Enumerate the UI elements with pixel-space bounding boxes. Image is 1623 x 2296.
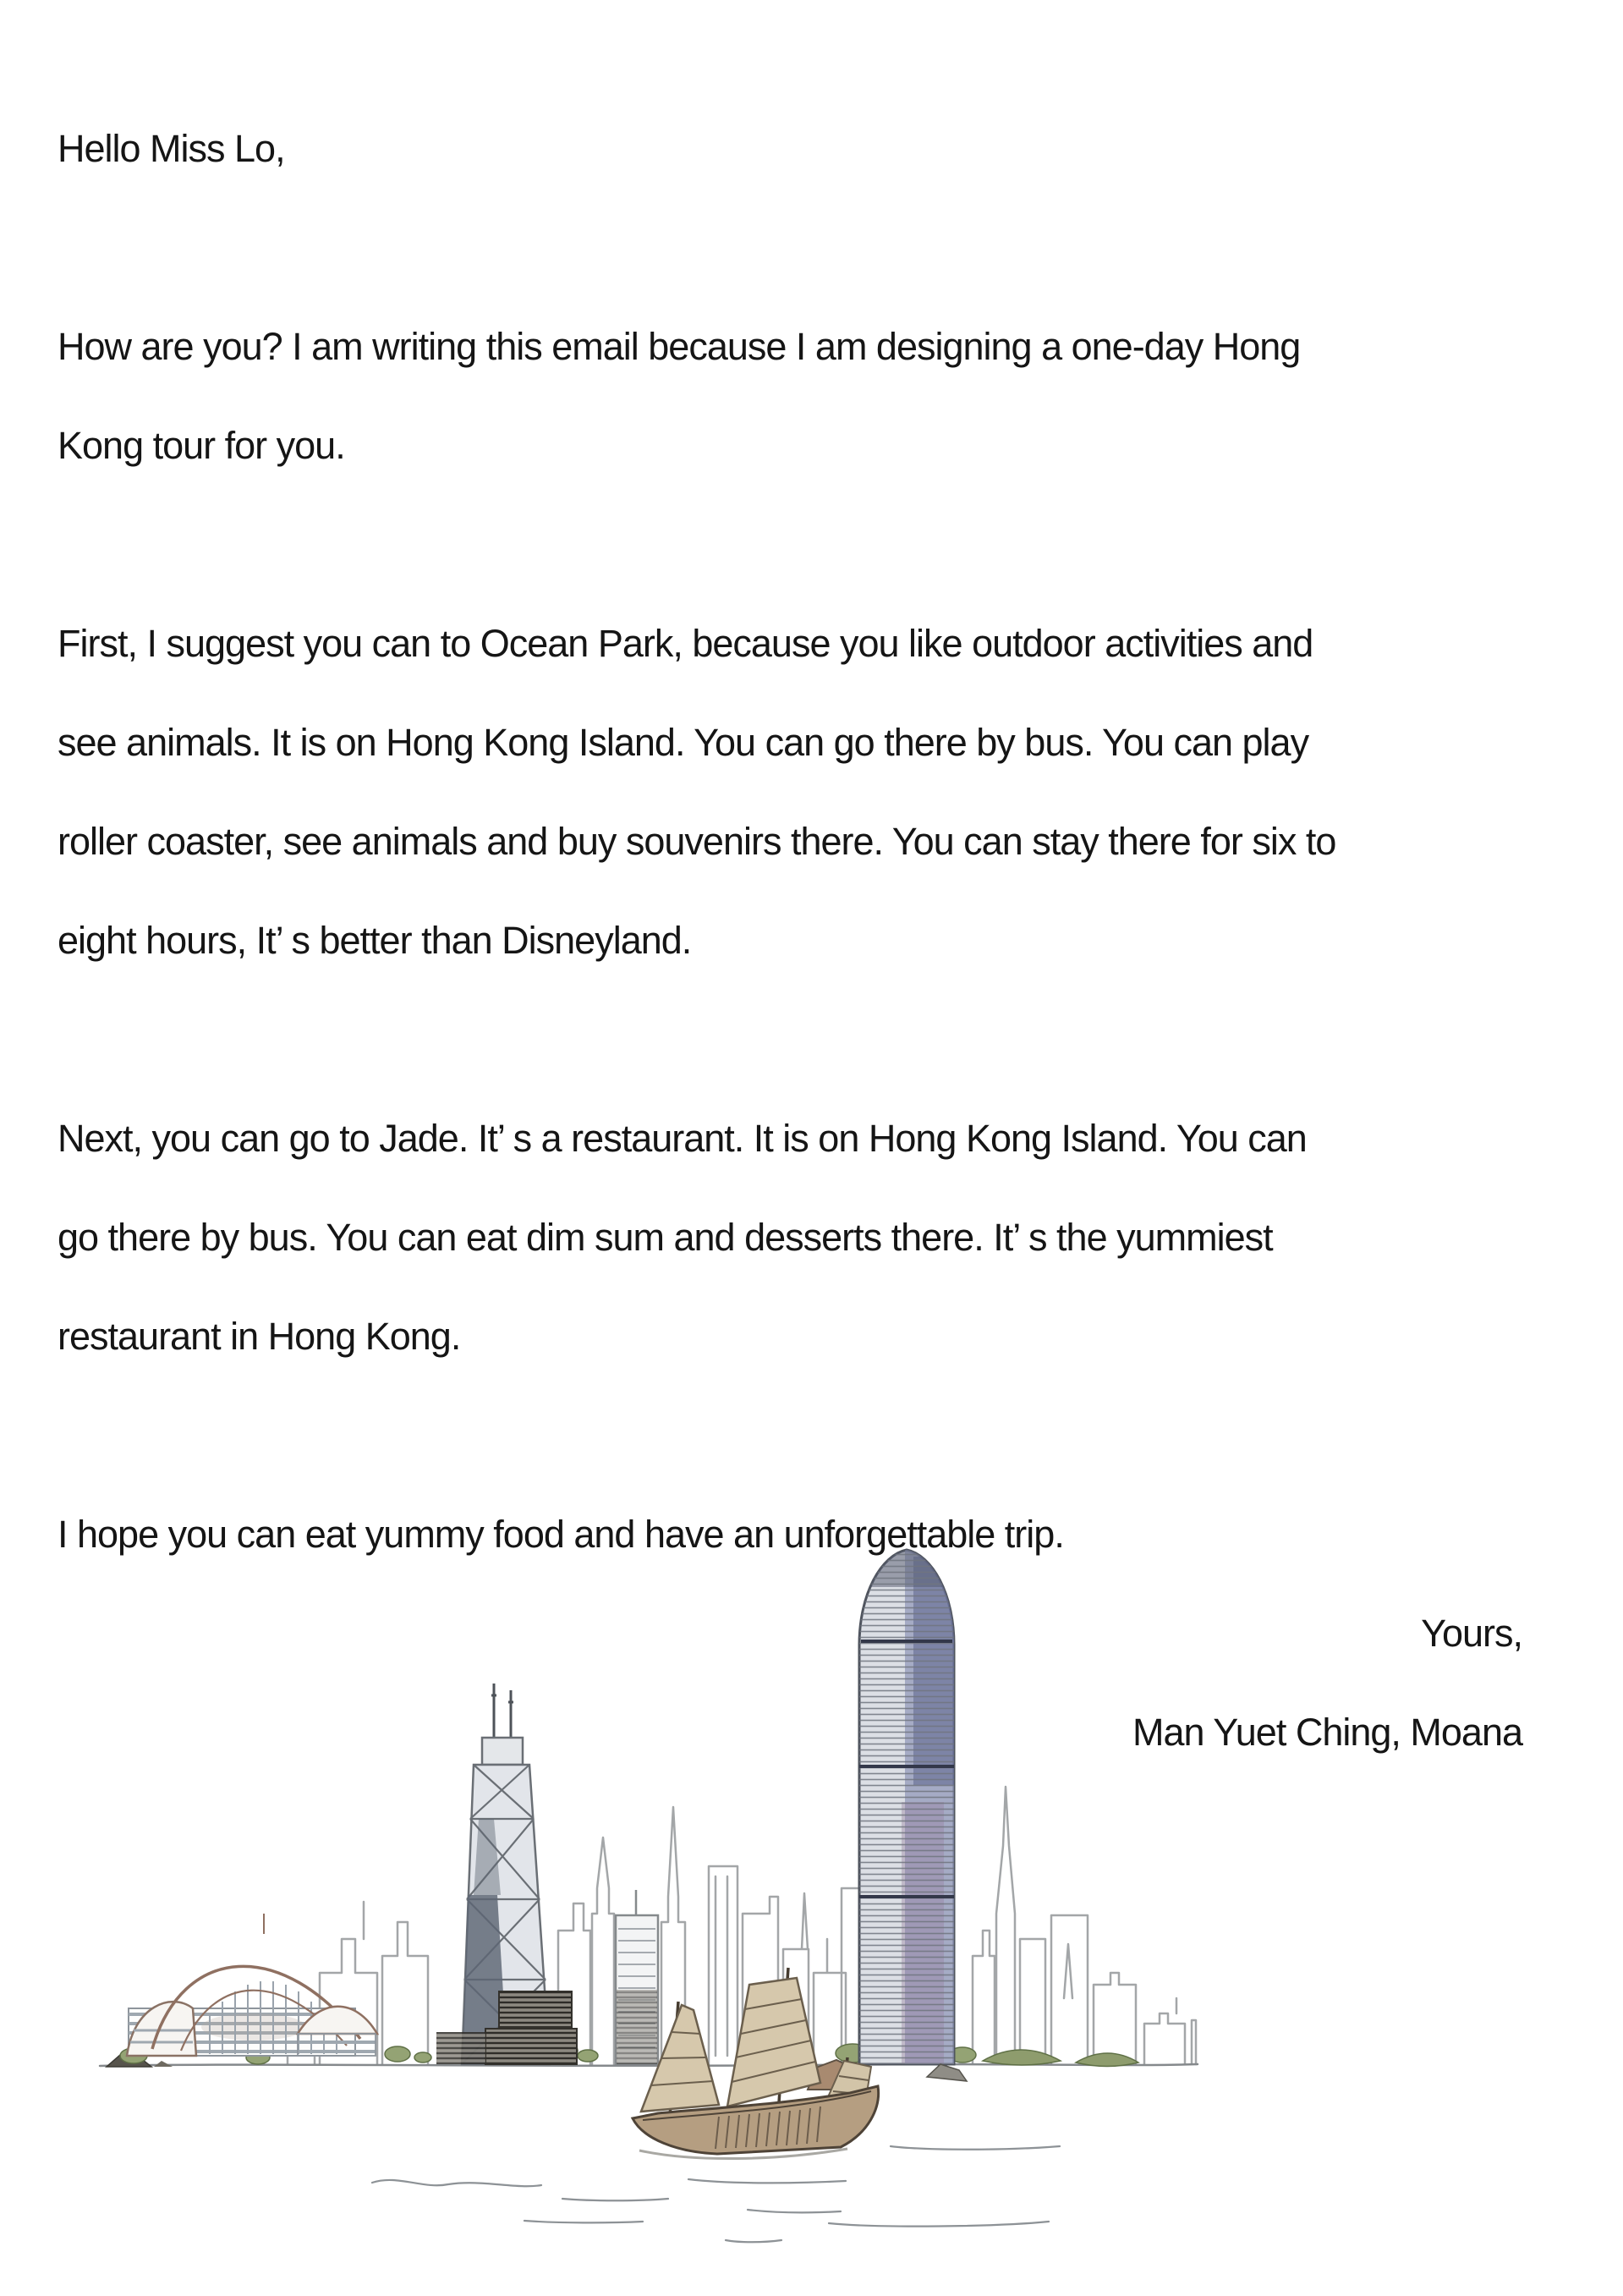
greeting-line: Hello Miss Lo, xyxy=(58,127,285,170)
letter-line: see animals. It is on Hong Kong Island. You can go there by bus. You can play xyxy=(58,721,1309,764)
letter-body xyxy=(58,99,1571,1782)
greeting-paragraph xyxy=(58,99,1571,198)
paragraph-hope xyxy=(58,1485,1571,1584)
letter-line: I hope you can eat yummy food and have an unforgettable trip. xyxy=(58,1513,1064,1556)
paragraph-jade-restaurant xyxy=(58,1089,1571,1386)
convention-centre xyxy=(127,1914,377,2056)
letter-line: Next, you can go to Jade. It’ s a restaurant. It is on Hong Kong Island. You can xyxy=(58,1117,1307,1160)
letter-line: restaurant in Hong Kong. xyxy=(58,1315,461,1358)
letter-line: How are you? I am writing this email because I am designing a one-day Hong xyxy=(58,325,1301,368)
closing-line: Yours, xyxy=(1421,1612,1522,1655)
paragraph-intro xyxy=(58,297,1571,495)
letter-line: First, I suggest you can to Ocean Park, because you like outdoor activities and xyxy=(58,622,1313,665)
letter-line: Kong tour for you. xyxy=(58,424,345,467)
paragraph-ocean-park xyxy=(58,594,1571,990)
letter-line: eight hours, It’ s better than Disneyland. xyxy=(58,919,692,962)
signature-line: Man Yuet Ching, Moana xyxy=(1132,1711,1522,1754)
closing-block xyxy=(58,1584,1522,1782)
water-lines xyxy=(372,2146,1060,2242)
letter-line: go there by bus. You can eat dim sum and desserts there. It’ s the yummiest xyxy=(58,1216,1273,1259)
letter-line: roller coaster, see animals and buy souvenirs there. You can stay there for six to xyxy=(58,820,1336,863)
office-building xyxy=(616,1890,658,2064)
